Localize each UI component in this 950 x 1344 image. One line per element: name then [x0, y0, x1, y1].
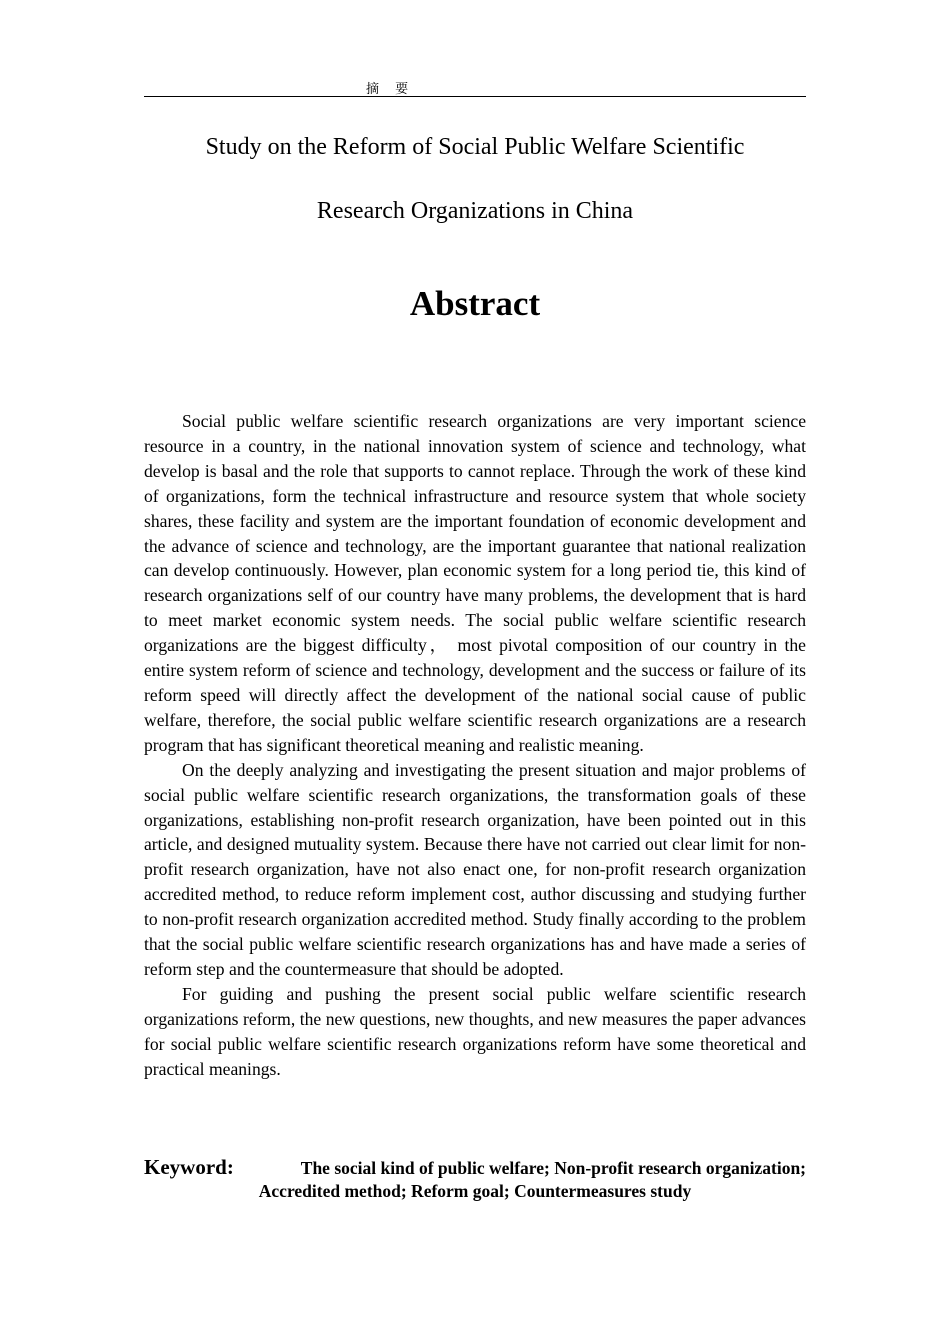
paragraph: Social public welfare scientific research organizations are very important science resource in a country, in the national innovation system of science and technology, what develop is basal and the role that supports to cannot replace. Through the work of these kind of organizations, form the technical infrastructure and resource system that whole society shares, these facility and system are the important foundation of economic development and the advance of science and technology, are the important guarantee that national realization can develop continuously. However, plan economic system for a long period tie, this kind of research organizations self of our country have many problems, the development that is hard to meet market economic system needs. The social public welfare scientific research organizations are the biggest difficulty， most pivotal composition of our country in the entire system reform of science and technology, development and the success or failure of its reform speed will directly affect the development of the national social cause of public welfare, therefore, the social public welfare scientific research organizations are a research program that has significant theoretical meaning and realistic meaning. [144, 411, 806, 755]
keywords-line-2: Accredited method; Reform goal; Countermeasures study [258, 1181, 692, 1201]
running-header [144, 76, 806, 97]
abstract-heading: Abstract [409, 284, 541, 323]
abstract-body [144, 409, 806, 1081]
title-line-1: Study on the Reform of Social Public Welfare Scientific [205, 134, 745, 160]
paragraph: For guiding and pushing the present social public welfare scientific research organizations reform, the new questions, new thoughts, and new measures the paper advances for social public welfare scientific research organizations reform have some theoretical and practical meanings. [144, 983, 806, 1079]
keywords-block [144, 1155, 806, 1202]
keywords-label: Keyword: [144, 1155, 234, 1179]
title-line-2: Research Organizations in China [316, 198, 634, 224]
header-label: 摘 要 [366, 82, 415, 97]
paragraph: On the deeply analyzing and investigating the present situation and major problems of social public welfare scientific research organizations, the transformation goals of these organizations, establishing non-profit research organization, have been pointed out in this article, and designed mutuality system. Because there have not carried out clear limit for non-profit research organization, have not also enact one, for non-profit research organization accredited method, to reduce reform implement cost, author discussing and studying further to non-profit research organization accredited method. Study finally according to the problem that the social public welfare scientific research organizations has and have made a series of reform step and the countermeasure that should be adopted. [144, 759, 806, 979]
keywords-line-1: The social kind of public welfare; Non-profit research organization; [300, 1158, 806, 1178]
